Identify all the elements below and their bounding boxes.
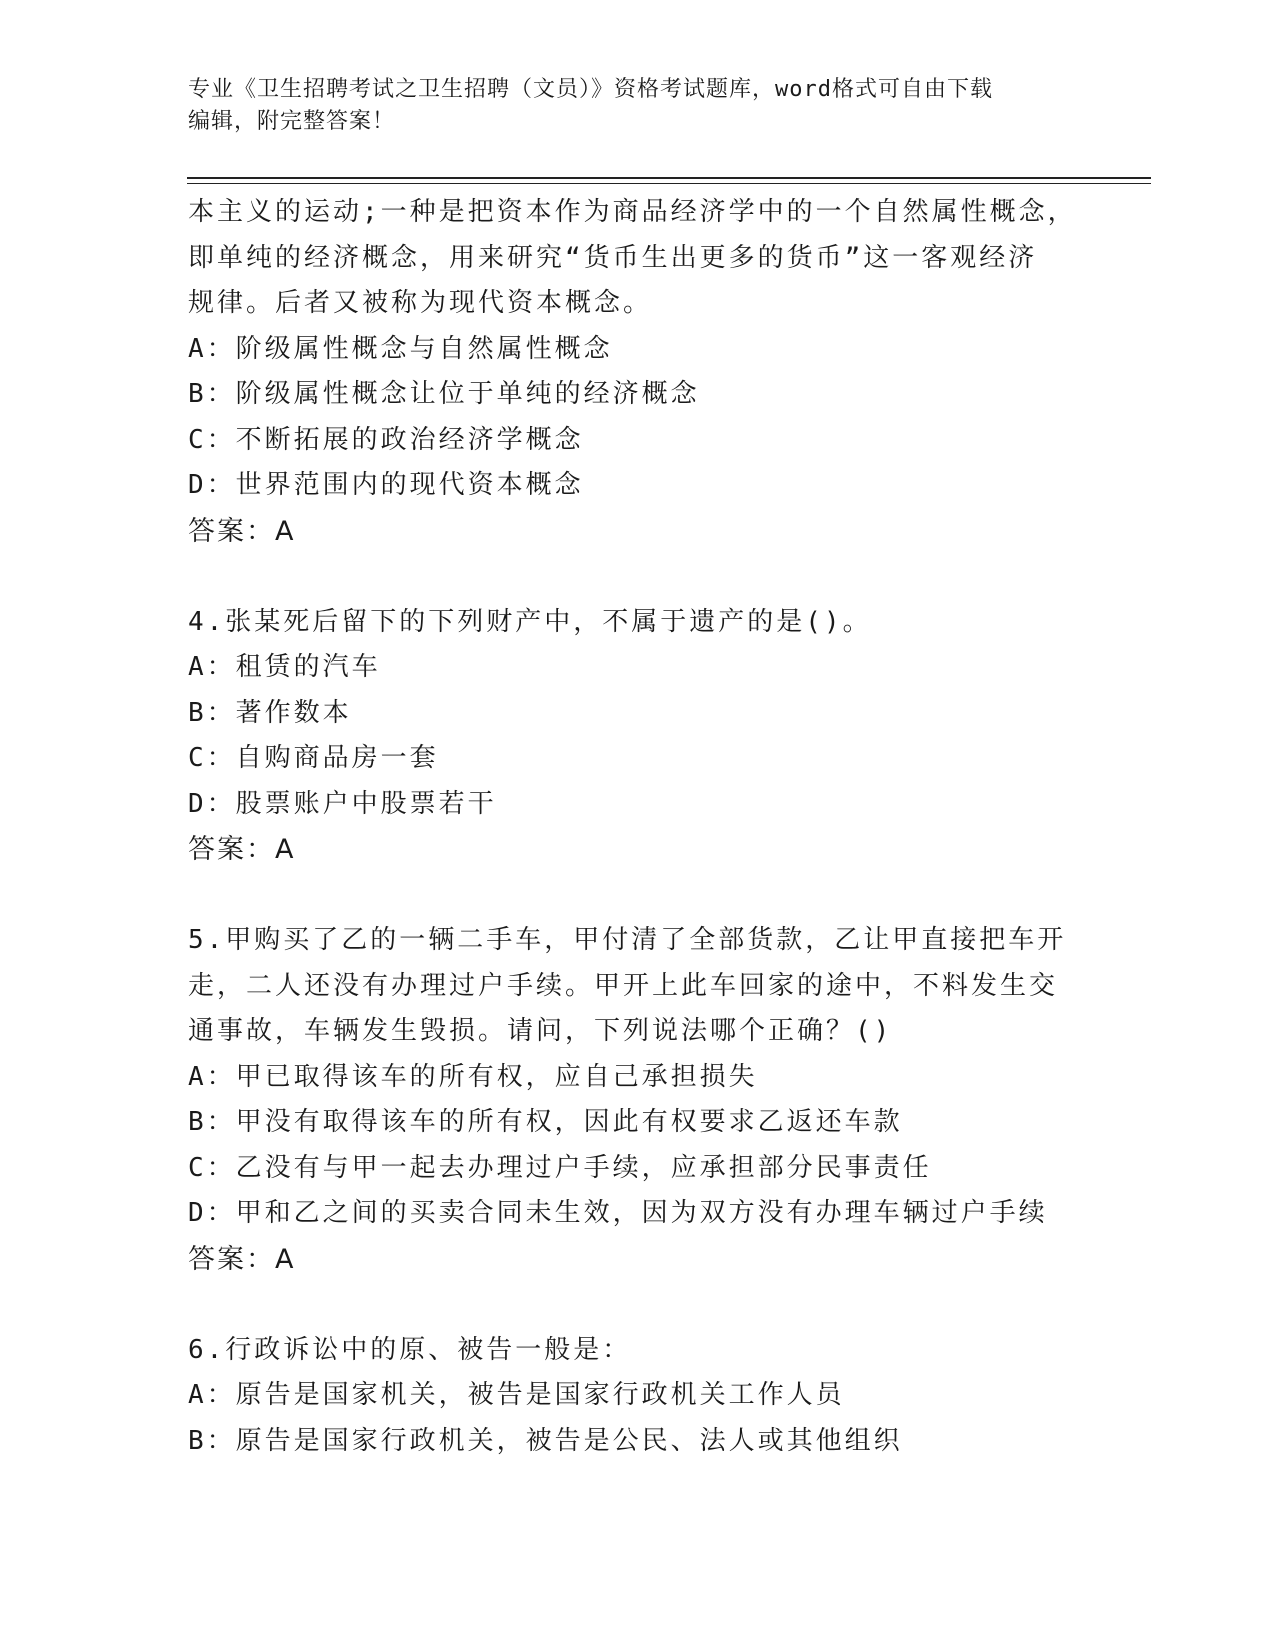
spacer bbox=[188, 873, 1088, 919]
option-c: C：自购商品房一套 bbox=[188, 743, 439, 773]
question-4 bbox=[188, 600, 1088, 873]
question-text-line: 即单纯的经济概念，用来研究“货币生出更多的货币”这一客观经济 bbox=[188, 242, 1038, 273]
option-d: D：世界范围内的现代资本概念 bbox=[188, 470, 584, 500]
question-stem: 4.张某死后留下的下列财产中，不属于遗产的是()。 bbox=[188, 606, 872, 637]
option-a: A：甲已取得该车的所有权，应自己承担损失 bbox=[188, 1061, 758, 1092]
spacer bbox=[188, 1282, 1088, 1328]
option-b: B：甲没有取得该车的所有权，因此有权要求乙返还车款 bbox=[188, 1107, 903, 1137]
question-text-line: 本主义的运动;一种是把资本作为商品经济学中的一个自然属性概念， bbox=[188, 197, 1077, 227]
page-header bbox=[188, 74, 1088, 138]
option-b: B：著作数本 bbox=[188, 697, 352, 728]
header-divider-thin bbox=[187, 183, 1151, 184]
option-c: C：乙没有与甲一起去办理过户手续，应承担部分民事责任 bbox=[188, 1152, 932, 1183]
option-b: B：阶级属性概念让位于单纯的经济概念 bbox=[188, 379, 700, 409]
question-stem-line: 通事故，车辆发生毁损。请问，下列说法哪个正确？() bbox=[188, 1016, 893, 1046]
question-text-line: 规律。后者又被称为现代资本概念。 bbox=[188, 288, 653, 318]
header-line-1: 专业《卫生招聘考试之卫生招聘（文员）》资格考试题库，word格式可自由下载 bbox=[188, 77, 993, 102]
option-c: C：不断拓展的政治经济学概念 bbox=[188, 424, 584, 455]
header-line-2: 编辑，附完整答案！ bbox=[188, 109, 396, 134]
answer-label: 答案：A bbox=[188, 515, 296, 547]
header-divider-thick bbox=[187, 177, 1151, 179]
option-b: B：原告是国家行政机关，被告是公民、法人或其他组织 bbox=[188, 1425, 903, 1456]
question-content bbox=[188, 190, 1088, 1464]
spacer bbox=[188, 554, 1088, 600]
question-5 bbox=[188, 918, 1088, 1282]
option-a: A：阶级属性概念与自然属性概念 bbox=[188, 333, 613, 364]
answer-label: 答案：A bbox=[188, 1243, 296, 1275]
question-stem-line: 走，二人还没有办理过户手续。甲开上此车回家的途中，不料发生交 bbox=[188, 970, 1059, 1001]
option-d: D：股票账户中股票若干 bbox=[188, 788, 497, 819]
option-a: A：租赁的汽车 bbox=[188, 652, 381, 682]
question-6 bbox=[188, 1328, 1088, 1465]
question-stem: 6.行政诉讼中的原、被告一般是： bbox=[188, 1334, 632, 1365]
question-continued bbox=[188, 190, 1088, 554]
question-stem-line: 5.甲购买了乙的一辆二手车，甲付清了全部货款，乙让甲直接把车开 bbox=[188, 925, 1067, 955]
option-a: A：原告是国家机关，被告是国家行政机关工作人员 bbox=[188, 1380, 845, 1410]
option-d: D：甲和乙之间的买卖合同未生效，因为双方没有办理车辆过户手续 bbox=[188, 1198, 1048, 1228]
answer-label: 答案：A bbox=[188, 834, 296, 865]
